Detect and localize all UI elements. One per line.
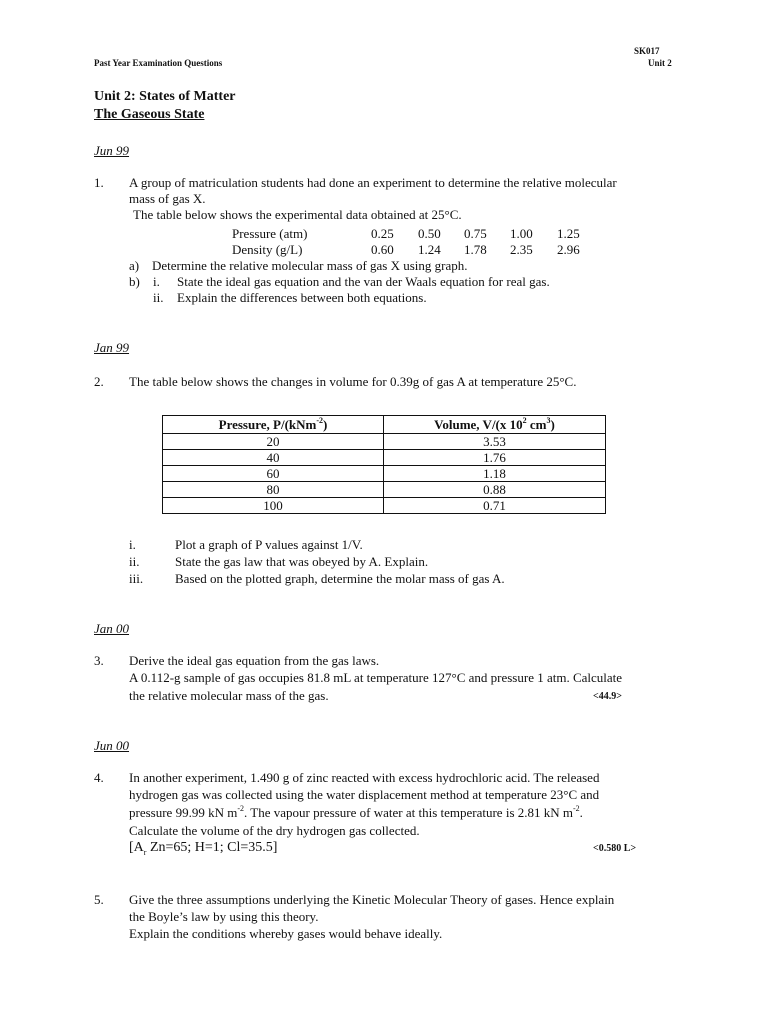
table-cell: 3.53 <box>384 434 606 450</box>
course-code: SK017 <box>634 46 660 56</box>
question-text: The table below shows the changes in volume for 0.39g of gas A at temperature 25°C. <box>129 374 577 389</box>
data-row-label: Pressure (atm) <box>232 226 308 241</box>
data-cell: 2.96 <box>557 242 580 257</box>
item-label: a) <box>129 258 140 273</box>
data-cell: 2.35 <box>510 242 533 257</box>
question-number: 1. <box>94 175 104 190</box>
item-text: Based on the plotted graph, determine the molar mass of gas A. <box>175 571 505 586</box>
question-text: A 0.112-g sample of gas occupies 81.8 mL at temperature 127°C and pressure 1 atm. Calculate <box>129 670 623 685</box>
question-number: 5. <box>94 892 104 907</box>
table-row <box>163 450 606 466</box>
page-title: Unit 2: States of Matter <box>94 89 236 104</box>
data-cell: 1.78 <box>464 242 487 257</box>
page-subtitle: The Gaseous State <box>94 107 205 122</box>
question-text: In another experiment, 1.490 g of zinc reacted with excess hydrochloric acid. The released <box>129 770 600 785</box>
question-text: hydrogen gas was collected using the water displacement method at temperature 23°C and <box>129 787 600 802</box>
table-row <box>163 482 606 498</box>
table-cell: 100 <box>163 498 384 514</box>
header-unit: Unit 2 <box>648 58 672 68</box>
question-text: the relative molecular mass of the gas. <box>129 688 329 703</box>
item-text: State the gas law that was obeyed by A. Explain. <box>175 554 429 569</box>
item-label: i. <box>153 274 160 289</box>
question-text: mass of gas X. <box>129 191 206 206</box>
question-number: 3. <box>94 653 104 668</box>
item-label: ii. <box>129 554 140 569</box>
section-label-q3: Jan 00 <box>94 621 130 636</box>
item-text: State the ideal gas equation and the van der Waals equation for real gas. <box>177 274 550 289</box>
table-row <box>163 434 606 450</box>
answer-label: <0.580 L> <box>593 843 637 854</box>
data-cell: 0.25 <box>371 226 394 241</box>
question-text: A group of matriculation students had done an experiment to determine the relative molecular <box>129 175 617 190</box>
question-text: Calculate the volume of the dry hydrogen gas collected. <box>129 823 420 838</box>
section-label-q2: Jan 99 <box>94 340 130 355</box>
table-row <box>163 466 606 482</box>
question-text: Explain the conditions whereby gases would behave ideally. <box>129 926 443 941</box>
data-cell: 0.75 <box>464 226 487 241</box>
table-header-row <box>163 416 606 434</box>
table-cell: 0.88 <box>384 482 606 498</box>
data-cell: 1.25 <box>557 226 580 241</box>
data-cell: 1.00 <box>510 226 533 241</box>
data-cell: 0.50 <box>418 226 441 241</box>
question-text: pressure 99.99 kN $m^{-2}$. The vapour pressure of water at this temperature is 2.81 kN $m^{-2}$. <box>129 803 583 820</box>
question-text: Give the three assumptions underlying the Kinetic Molecular Theory of gases. Hence explain <box>129 892 615 907</box>
atomic-mass-data: [$A_r$ Zn=65; H=1; Cl=35.5] <box>129 840 278 857</box>
table-cell: 1.76 <box>384 450 606 466</box>
section-label-q4: Jun 00 <box>94 738 130 753</box>
item-label: i. <box>129 537 136 552</box>
column-header-volume: Volume, V/(x $10^2$ $cm^3$) <box>384 416 606 434</box>
table-cell: 40 <box>163 450 384 466</box>
pressure-volume-table <box>162 415 606 514</box>
section-label-q1: Jun 99 <box>94 143 130 158</box>
item-label: ii. <box>153 290 164 305</box>
question-number: 2. <box>94 374 104 389</box>
question-text: Derive the ideal gas equation from the gas laws. <box>129 653 380 668</box>
data-row-label: Density (g/L) <box>232 242 303 257</box>
table-cell: 0.71 <box>384 498 606 514</box>
question-text: the Boyle’s law by using this theory. <box>129 909 319 924</box>
item-text: Plot a graph of P values against 1/V. <box>175 537 363 552</box>
table-cell: 1.18 <box>384 466 606 482</box>
question-text: The table below shows the experimental data obtained at 25°C. <box>133 207 462 222</box>
item-label: b) <box>129 274 140 289</box>
question-number: 4. <box>94 770 104 785</box>
table-cell: 20 <box>163 434 384 450</box>
item-label: iii. <box>129 571 144 586</box>
item-text: Determine the relative molecular mass of gas X using graph. <box>152 258 468 273</box>
column-header-pressure: Pressure, P/(kNm$^{-2}$) <box>163 416 384 434</box>
answer-label: <44.9> <box>593 691 622 702</box>
table-cell: 60 <box>163 466 384 482</box>
header-left-text: Past Year Examination Questions <box>94 58 223 68</box>
table-cell: 80 <box>163 482 384 498</box>
table-row <box>163 498 606 514</box>
data-cell: 1.24 <box>418 242 441 257</box>
item-text: Explain the differences between both equations. <box>177 290 427 305</box>
data-cell: 0.60 <box>371 242 394 257</box>
